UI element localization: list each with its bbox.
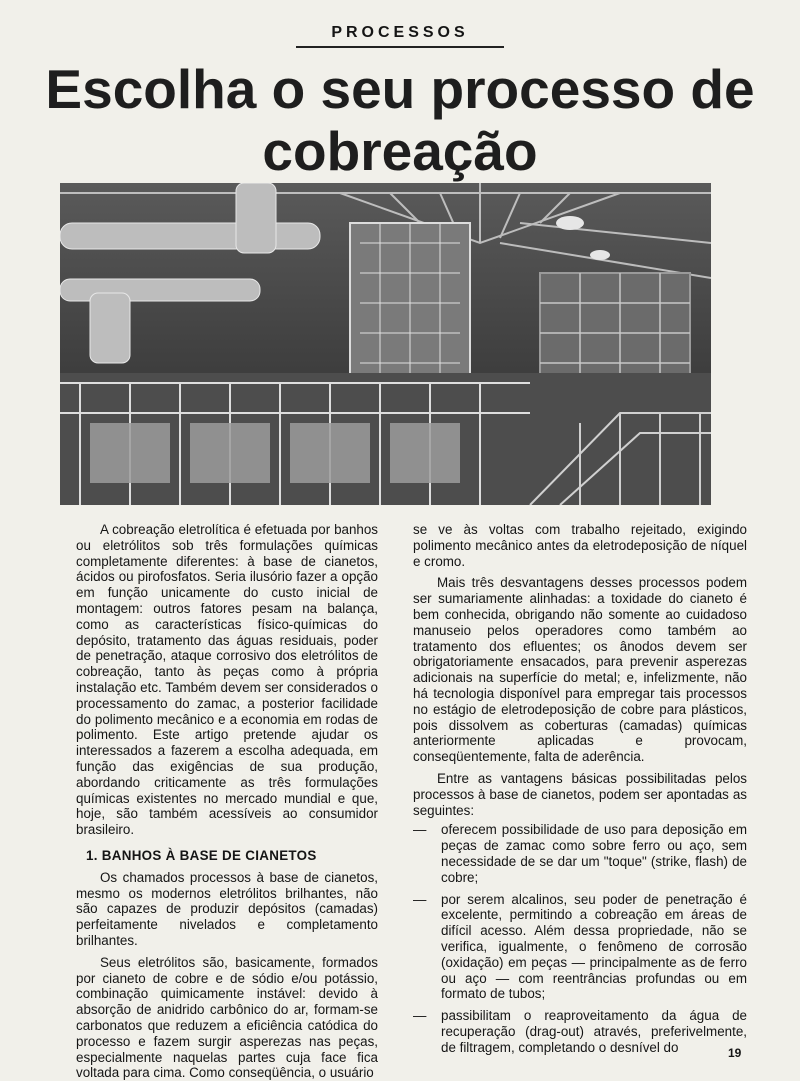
list-item: — oferecem possibilidade de uso para deposição em peças de zamac como sobre ferro ou aço, sem necessidade de se dar um "toque" (strike, flash) de cobre; <box>413 822 747 885</box>
cyanide-paragraph-2: Seus eletrólitos são, basicamente, formados por cianeto de cobre e de sódio e/ou potássio, combinação quimicamente instável: devido à absorção de anidrido carbônico do ar, formam-se carbonatos que reduzem a eficiência catódica do processo e fazem surgir asperezas nas peças, especialmente naquelas partes cuja face fica voltada para cima. Como conseqüência, o usuário <box>76 954 378 1081</box>
article-title <box>40 58 760 182</box>
factory-photo-illustration <box>60 183 711 505</box>
list-item: — por serem alcalinos, seu poder de penetração é excelente, permitindo a cobreação em áreas de difícil acesso. Além dessa propriedade, não se verifica, igualmente, o fenômeno de corrosão (oxidação) em peças — principalmente as de ferro ou aço — com reentrâncias profundas ou em formato de tubos; <box>413 892 747 1003</box>
advantages-intro: Entre as vantagens básicas possibilitadas pelos processos à base de cianetos, podem ser apontadas as seguintes: <box>413 770 747 818</box>
continued-paragraph: se ve às voltas com trabalho rejeitado, exigindo polimento mecânico antes da eletrodeposição de níquel e cromo. <box>413 522 747 569</box>
advantages-list <box>413 822 747 1055</box>
cyanide-paragraph-1: Os chamados processos à base de cianetos, mesmo os modernos eletrólitos brilhantes, não são capazes de produzir depósitos (camadas) perfeitamente nivelados e completamento brilhantes. <box>76 869 378 948</box>
disadvantages-paragraph: Mais três desvantagens desses processos podem ser sumariamente alinhadas: a toxidade do cianeto é bem conhecida, obrigando não somente ao cuidadoso manuseio pelos operadores como também ao tratamento dos efluentes; os ânodos devem ser obrigatoriamente ensacados, para prevenir asperezas adicionais na superfície do metal; e, infelizmente, não há tecnologia disponível para empregar tais processos no estágio de eletrodeposição de cobre para plásticos, pois dissolvem as coberturas (camadas) químicas anteriormente aplicadas e provocam, conseqüentemente, falta de aderência. <box>413 575 747 765</box>
page-number: 19 <box>728 1046 742 1060</box>
intro-paragraph: A cobreação eletrolítica é efetuada por banhos ou eletrólitos sob três formulações químicas completamente diferentes: à base de cianetos, ácidos ou pirofosfatos. Seria ilusório fazer a opção em função unicamente do custo inicial de montagem: outros fatores pesam na balança, como as características físico-químicas do depósito, tratamento das águas residuais, poder de penetração, ataque corrosivo dos eletrólitos de cobreação, tanto às peças como à própria instalação etc. Também devem ser considerados o processamento do zamac, a posterior facilidade do polimento mecânico e a economia em rodas de polimento. Este artigo pretende ajudar os interessados a fazerem a escolha adequada, em função das exigências de sua produção, abordando criticamente as três formulações químicas existentes no mercado mundial e que, hoje, são também acessíveis ao consumidor brasileiro. <box>76 522 378 838</box>
section-heading-cyanide: 1. BANHOS À BASE DE CIANETOS <box>86 847 317 863</box>
title-line-1: Escolha o seu processo de <box>45 58 755 120</box>
section-label: PROCESSOS <box>296 24 504 48</box>
right-column <box>413 522 747 1062</box>
left-column <box>76 522 378 1081</box>
list-item: — passibilitam o reaproveitamento da água de recuperação (drag-out) através, preferivelmente, de filtragem, completando o desnível do <box>413 1008 747 1055</box>
title-line-2: cobreação <box>262 120 538 182</box>
factory-photo <box>60 183 711 505</box>
